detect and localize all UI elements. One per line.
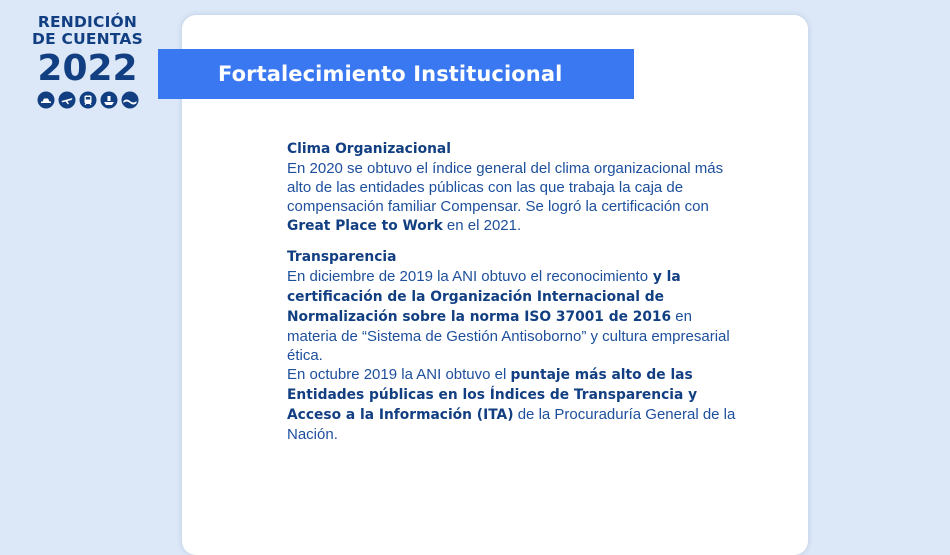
brand-line-1: RENDICIÓN <box>37 13 138 31</box>
transparencia-text-1: En diciembre de 2019 la ANI obtuvo el reconocimiento <box>287 268 649 285</box>
section-transparencia <box>287 247 737 444</box>
transparencia-text-3: En octubre 2019 la ANI obtuvo el <box>287 366 511 383</box>
plane-icon <box>58 91 76 109</box>
ship-icon <box>100 91 118 109</box>
transparencia-highlight-iso: y la certificación de la Organización Internacional de Normalización sobre la norma ISO 37001 de 2016 <box>287 269 681 325</box>
section-heading-clima: Clima Organizacional <box>287 141 451 157</box>
content-body <box>287 139 737 444</box>
title-banner <box>158 49 634 99</box>
brand-icon-row <box>20 91 155 109</box>
section-clima-organizacional <box>287 139 737 236</box>
brand-year: 2022 <box>37 48 138 89</box>
page-title: Fortalecimiento Institucional <box>218 62 563 86</box>
section-heading-transparencia: Transparencia <box>287 249 397 265</box>
transparencia-highlight-ita: puntaje más alto de las Entidades públicas en los Índices de Transparencia y Acceso a la Información (ITA) <box>287 367 698 423</box>
train-icon <box>79 91 97 109</box>
clima-text-1: En 2020 se obtuvo el índice general del clima organizacional más alto de las entidades públicas con las que trabaja la caja de compensación familiar Compensar. Se logró la certificación con <box>287 160 724 215</box>
clima-highlight-gptw: Great Place to Work <box>287 218 443 234</box>
car-icon <box>37 91 55 109</box>
brand-logo <box>20 14 155 109</box>
clima-text-2: en el 2021. <box>442 217 522 234</box>
transparencia-text-2: en materia de “Sistema de Gestión Antisoborno” y cultura empresarial ética. <box>287 308 730 364</box>
transparencia-text-4: de la Procuraduría General de la Nación. <box>287 406 736 443</box>
wave-icon <box>121 91 139 109</box>
brand-line-2: DE CUENTAS <box>32 30 143 48</box>
